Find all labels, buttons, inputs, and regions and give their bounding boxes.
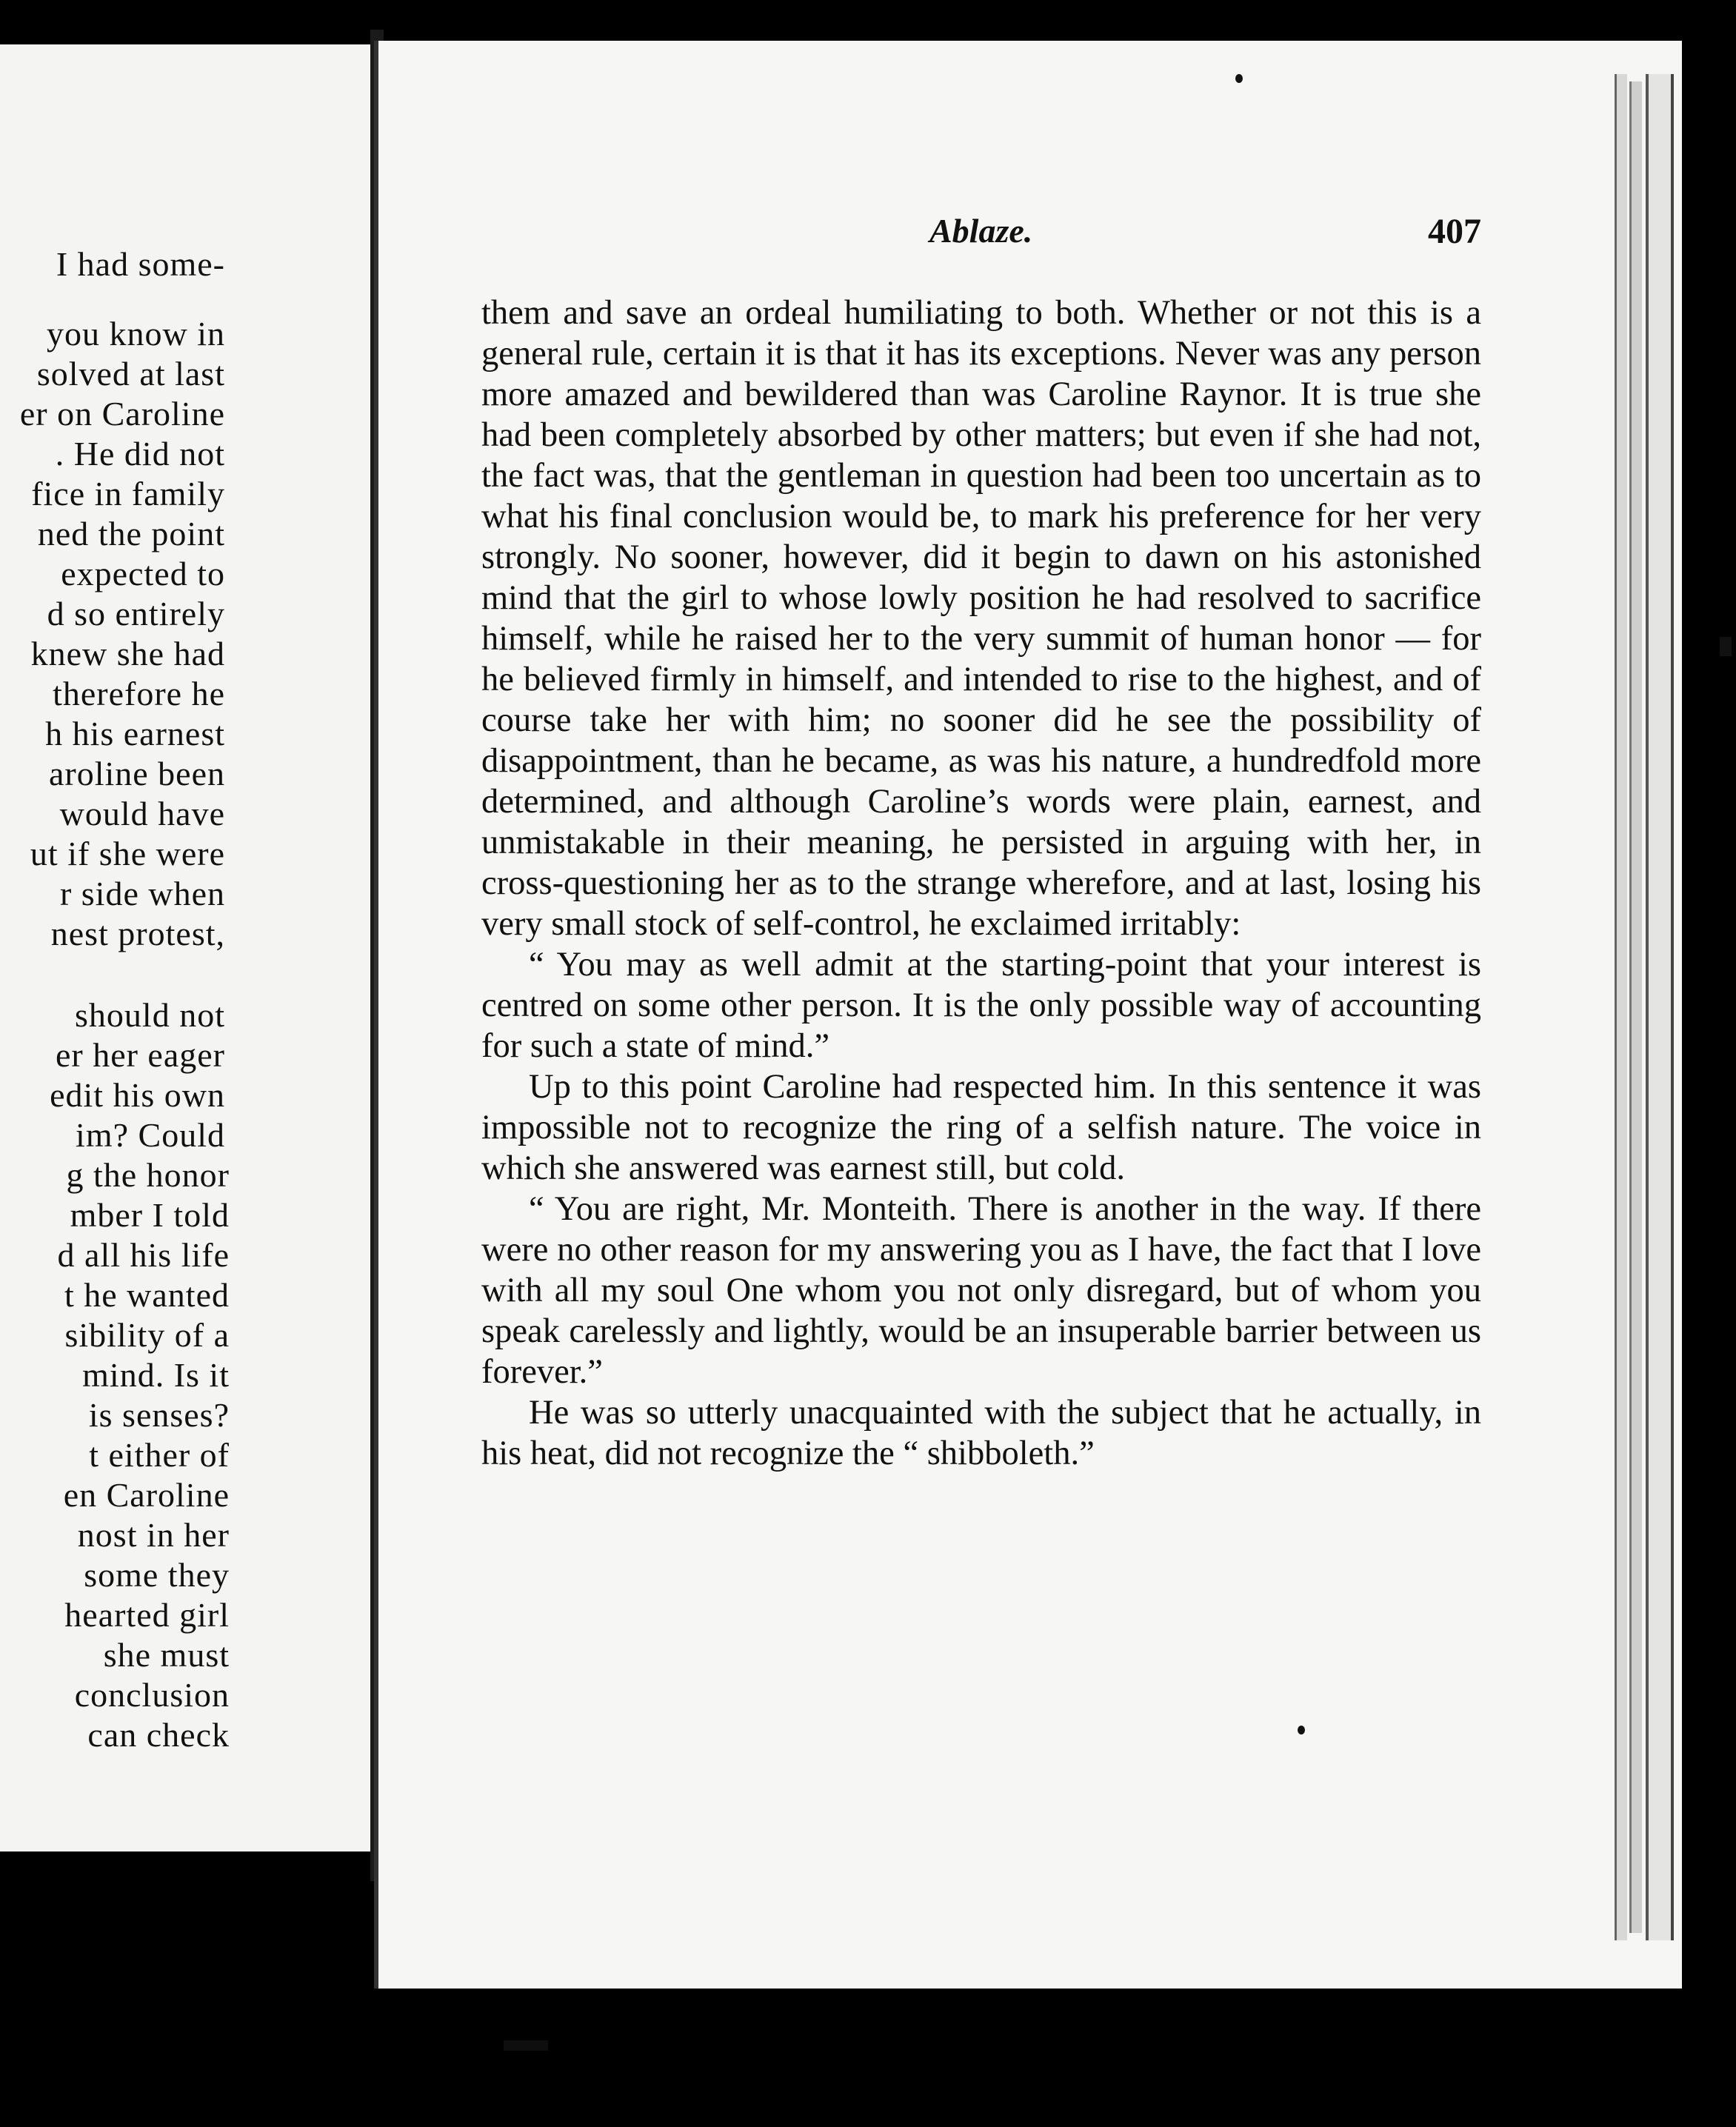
left-page-line: she must: [103, 1636, 230, 1674]
left-page-line: aroline been: [48, 755, 225, 792]
body-text: [481, 293, 1481, 1474]
left-page-line: h his earnest: [45, 715, 225, 752]
left-page: [0, 44, 373, 1851]
left-page-line: er her eager: [55, 1036, 225, 1074]
left-page-line: expected to: [61, 555, 225, 592]
left-page-line: can check: [87, 1716, 230, 1754]
left-page-line: conclusion: [74, 1676, 230, 1714]
left-page-line: mind. Is it: [82, 1356, 230, 1394]
left-page-line: would have: [59, 795, 225, 832]
ink-speck: [1235, 74, 1243, 83]
left-page-line: r side when: [59, 875, 225, 912]
left-page-line: nest protest,: [50, 915, 225, 952]
paragraph-4: “ You are right, Mr. Monteith. There is another in the way. If there were no other reason for my answering you as I have, the fact that I love with all my soul One whom you not only disregard, but of whom you speak carelessly and lightly, would be an insuperable barrier between us forever.”: [481, 1190, 1481, 1391]
book-cover-edge: [1646, 74, 1674, 1940]
left-page-line: fice in family: [31, 475, 225, 512]
paragraph-1: them and save an ordeal humiliating to both. Whether or not this is a general rule, certain it is that it has its exceptions. Never was any person more amazed and bewildered than was Caroline Raynor. It is true she had been completely absorbed by other matters; but even if she had not, the fact was, that the gentleman in question had been too uncertain as to what his final conclusion would be, to mark his preference for her very strongly. No sooner, however, did it begin to dawn on his astonished mind that the girl to whose lowly position he had resolved to sacrifice himself, while he raised her to the very summit of human honor — for he believed firmly in himself, and intended to rise to the highest, and of course take her with him; no sooner did he see the possibility of disappointment, than he became, as was his nature, a hundredfold more determined, and although Caroline’s words were plain, earnest, and unmistakable in their meaning, he persisted in arguing with her, in cross-questioning her as to the strange wherefore, and at last, losing his very small stock of self-control, he exclaimed irritably:: [481, 294, 1481, 943]
left-page-line: therefore he: [53, 675, 225, 712]
left-page-line: d so entirely: [47, 595, 225, 632]
left-page-line: sibility of a: [64, 1316, 230, 1354]
left-page-line: im? Could: [76, 1116, 225, 1154]
left-page-line: nost in her: [77, 1516, 230, 1554]
left-page-line: is senses?: [88, 1396, 230, 1434]
left-page-line: hearted girl: [64, 1596, 230, 1634]
left-page-line: some they: [84, 1556, 230, 1594]
left-page-line: g the honor: [66, 1156, 230, 1194]
left-page-line: er on Caroline: [19, 395, 225, 433]
left-page-line: you know in: [47, 315, 225, 353]
left-page-line: t either of: [89, 1436, 230, 1474]
left-page-line: ut if she were: [30, 835, 225, 872]
paragraph-3: Up to this point Caroline had respected him. In this sentence it was impossible not to recognize the ring of a selfish nature. The voice in which she answered was earnest still, but cold.: [481, 1068, 1481, 1187]
page-edge: [1615, 74, 1627, 1940]
page-edge: [1629, 81, 1642, 1933]
paragraph-5: He was so utterly unacquainted with the subject that he actually, in his heat, did not recognize the “ shibboleth.”: [481, 1394, 1481, 1472]
left-page-line: should not: [75, 996, 225, 1034]
ink-smudge: [504, 2040, 548, 2051]
left-page-line: ned the point: [37, 515, 225, 552]
page-number: 407: [1428, 212, 1481, 251]
ink-speck: [1298, 1726, 1305, 1734]
left-page-line: en Caroline: [63, 1476, 230, 1514]
left-page-line: mber I told: [70, 1196, 230, 1234]
running-head: Ablaze.: [929, 212, 1033, 250]
left-page-line: t he wanted: [64, 1276, 230, 1314]
left-page-line: knew she had: [30, 635, 225, 672]
left-page-line: d all his life: [57, 1236, 230, 1274]
left-page-line: solved at last: [36, 355, 225, 393]
left-page-line: . He did not: [55, 435, 225, 473]
left-page-line: edit his own: [50, 1076, 225, 1114]
paragraph-2: “ You may as well admit at the starting-point that your interest is centred on some other person. It is the only possible way of accounting for such a state of mind.”: [481, 946, 1481, 1065]
ink-smudge: [1720, 637, 1732, 656]
left-page-line: I had some-: [56, 245, 225, 283]
